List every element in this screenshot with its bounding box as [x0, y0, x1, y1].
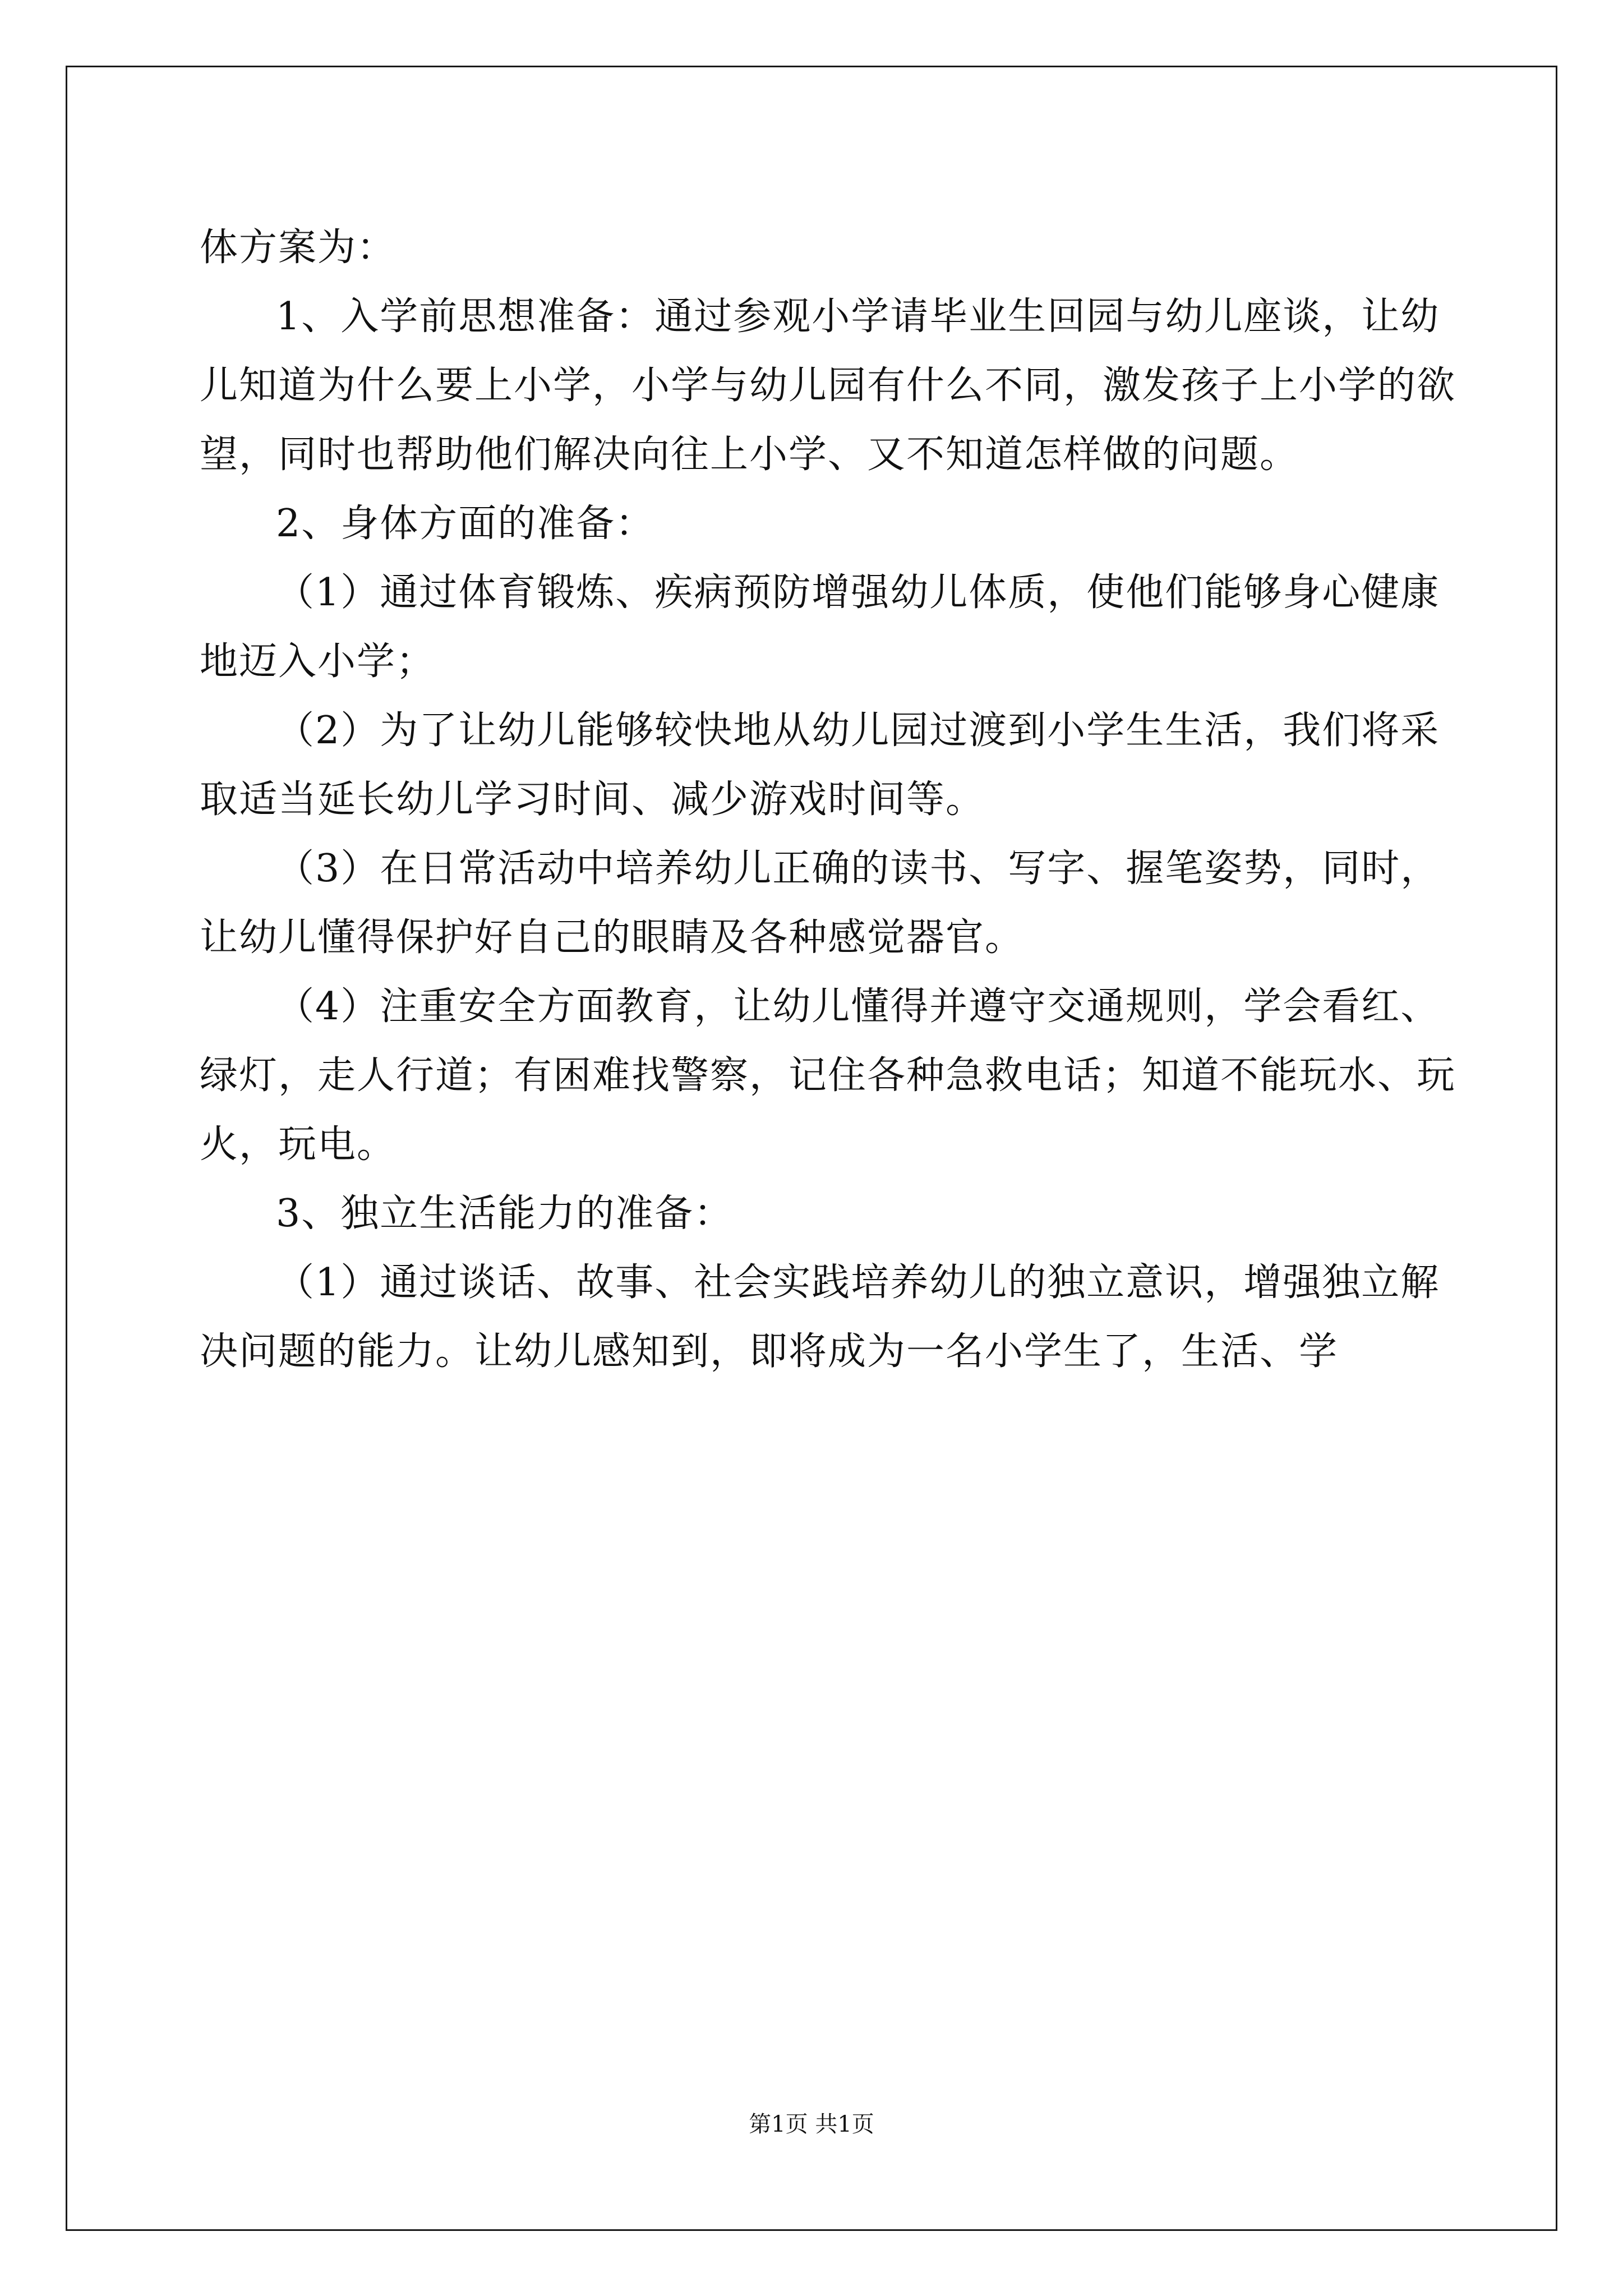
paragraph-section-3-heading: 3、独立生活能力的准备：: [276, 1191, 734, 1236]
paragraph-section-1: 1、入学前思想准备：通过参观小学请毕业生回园与幼儿座谈，让幼儿知道为什么要上小学，小学与幼儿园有什么不同，激发孩子上小学的欲望，同时也帮助他们解决向往上小学、又不知道怎样做的问题。: [200, 295, 1456, 477]
paragraph-intro: 体方案为：: [200, 226, 396, 270]
paragraph-section-2-item-2: （2）为了让幼儿能够较快地从幼儿园过渡到小学生生活，我们将采取适当延长幼儿学习时间、减少游戏时间等。: [200, 708, 1440, 822]
paragraph-section-2-item-1: （1）通过体育锻炼、疾病预防增强幼儿体质，使他们能够身心健康地迈入小学；: [200, 570, 1440, 684]
paragraph-section-2-item-3: （3）在日常活动中培养幼儿正确的读书、写字、握笔姿势，同时，让幼儿懂得保护好自己的眼睛及各种感觉器官。: [200, 846, 1440, 960]
paragraph-section-2-item-4: （4）注重安全方面教育，让幼儿懂得并遵守交通规则，学会看红、绿灯，走人行道；有困难找警察，记住各种急救电话；知道不能玩水、玩火，玩电。: [200, 984, 1456, 1167]
document-body: [200, 213, 1467, 1386]
paragraph-section-3-item-1: （1）通过谈话、故事、社会实践培养幼儿的独立意识，增强独立解决问题的能力。让幼儿感知到，即将成为一名小学生了，生活、学: [200, 1260, 1440, 1374]
paragraph-section-2-heading: 2、身体方面的准备：: [276, 501, 655, 546]
page-number-footer: 第1页 共1页: [749, 2111, 874, 2137]
